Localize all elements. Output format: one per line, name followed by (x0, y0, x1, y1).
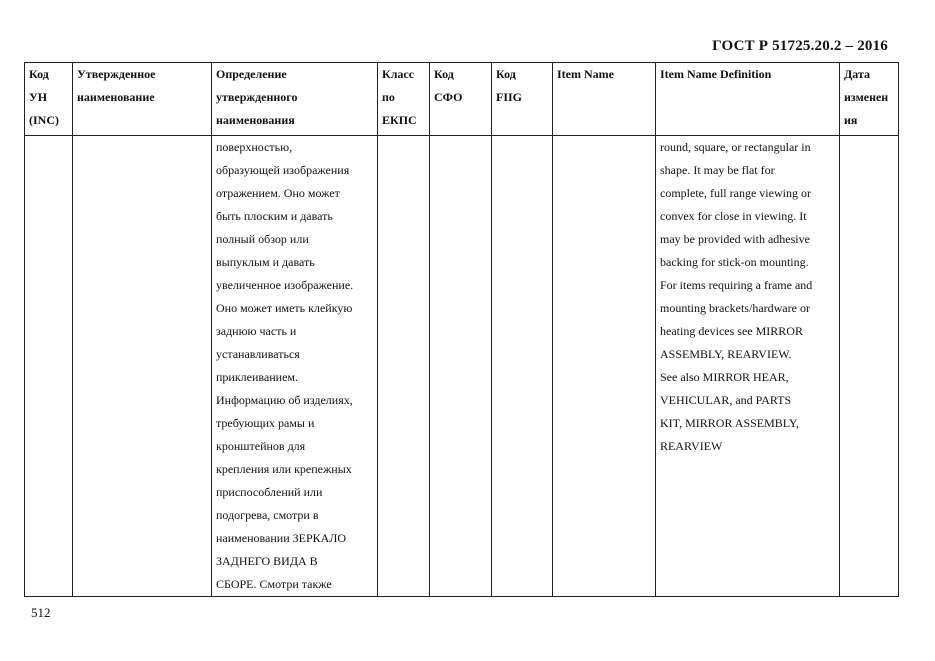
table-row (25, 136, 899, 597)
header-item-name: Item Name (553, 63, 656, 136)
header-definition: Определение утвержденного наименования (212, 63, 378, 136)
table-header-row (25, 63, 899, 136)
catalog-table (24, 62, 899, 597)
cell-sfo-code (430, 136, 492, 597)
cell-item-name (553, 136, 656, 597)
document-title: ГОСТ Р 51725.20.2 – 2016 (712, 38, 888, 54)
cell-approved-name (73, 136, 212, 597)
header-approved-name: Утвержденное наименование (73, 63, 212, 136)
header-fiig-code: Код FIIG (492, 63, 553, 136)
cell-definition-ru: поверхностью, образующей изображения отражением. Оно может быть плоским и давать полный обзор или выпуклым и давать увеличенное изображение. Оно может иметь клейкую заднюю часть и устанавливаться приклеиванием. Информацию об изделиях, требующих рамы и кронштейнов для крепления или крепежных приспособлений или подогрева, смотри в наименовании ЗЕРКАЛО ЗАДНЕГО ВИДА В СБОРЕ. Смотри также (212, 136, 378, 597)
header-inc-code: Код УН (INC) (25, 63, 73, 136)
cell-fiig-code (492, 136, 553, 597)
cell-ekps-class (378, 136, 430, 597)
header-item-name-definition: Item Name Definition (656, 63, 840, 136)
header-ekps-class: Класс по ЕКПС (378, 63, 430, 136)
header-sfo-code: Код СФО (430, 63, 492, 136)
cell-item-name-definition: round, square, or rectangular in shape. It may be flat for complete, full range viewing or convex for close in viewing. It may be provided with adhesive backing for stick-on mounting. For items requiring a frame and mounting brackets/hardware or heating devices see MIRROR ASSEMBLY, REARVIEW. See also MIRROR HEAR, VEHICULAR, and PARTS KIT, MIRROR ASSEMBLY, REARVIEW (656, 136, 840, 597)
cell-inc-code (25, 136, 73, 597)
page-number: 512 (31, 605, 51, 620)
header-change-date: Дата изменен ия (840, 63, 899, 136)
cell-change-date (840, 136, 899, 597)
